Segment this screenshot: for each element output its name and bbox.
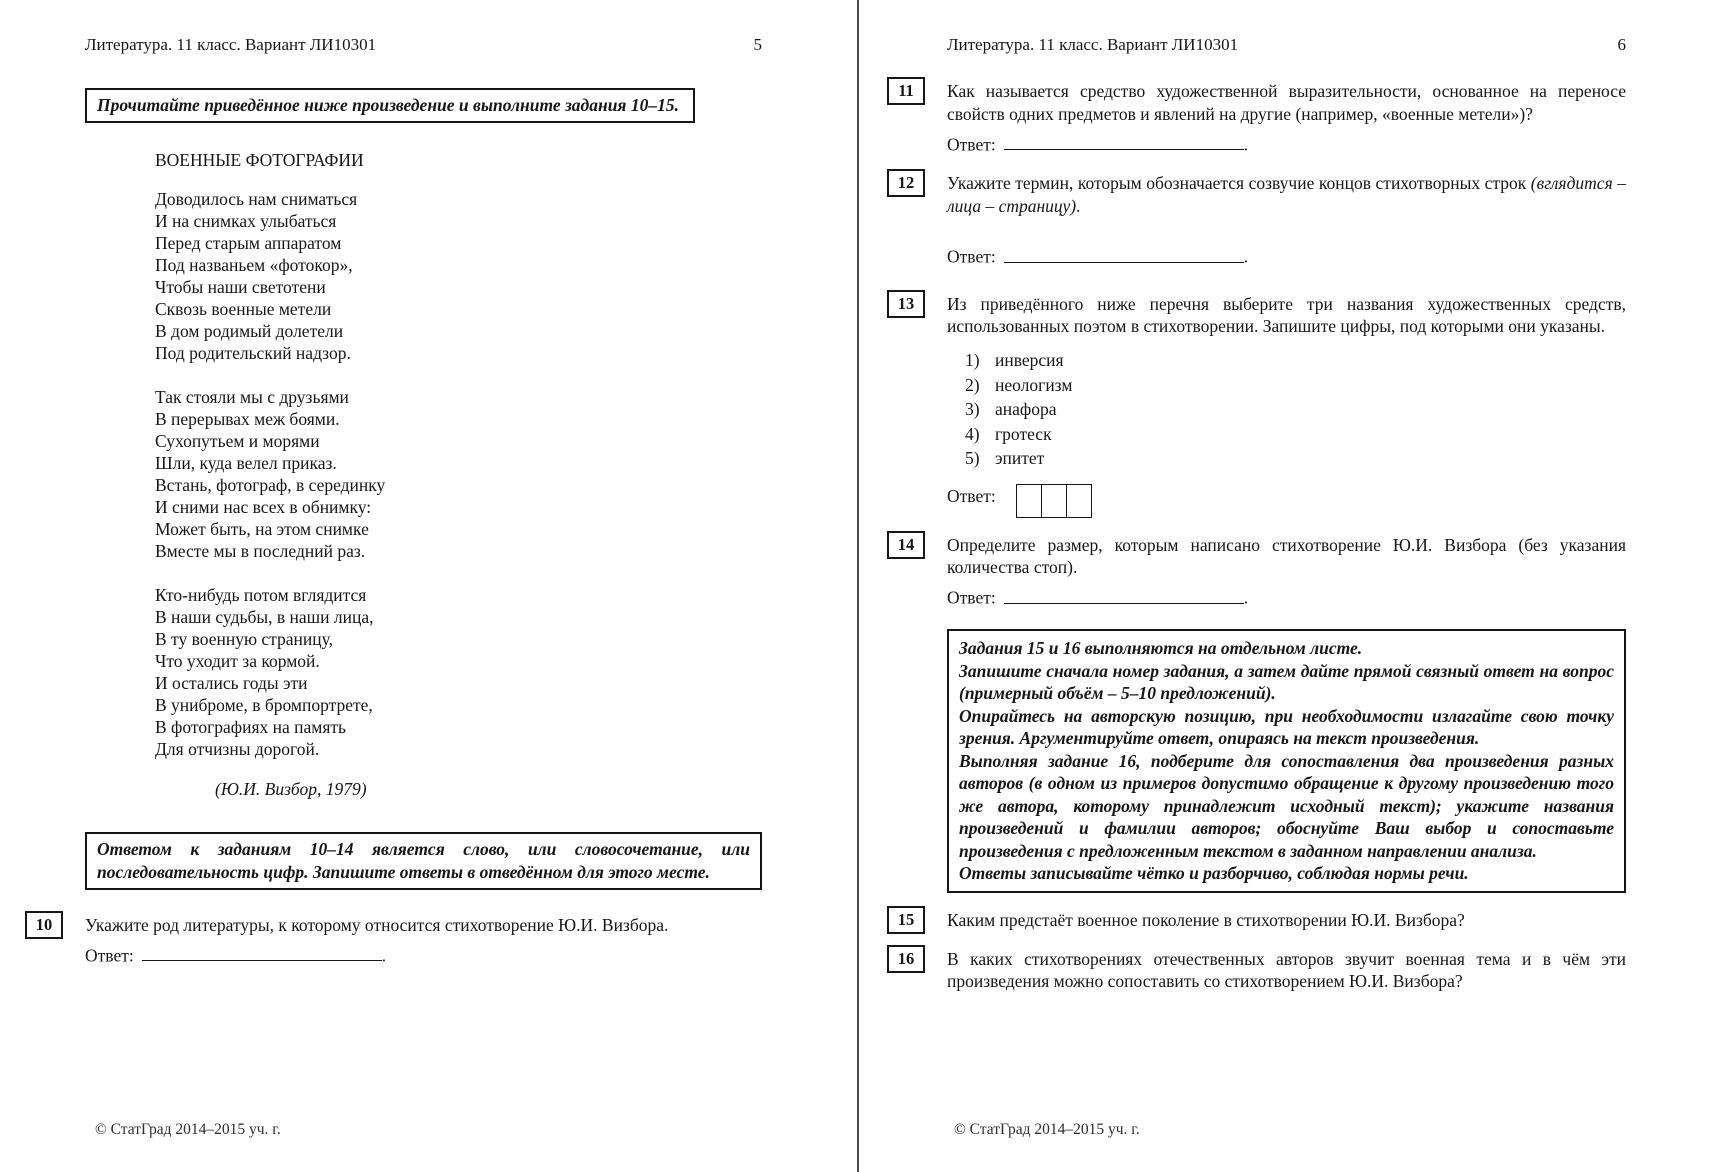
essay-instruction-line-3: Опирайтесь на авторскую позицию, при необходимости излагайте свою точку зрения. Аргументируйте ответ, опираясь на текст произведения.	[959, 705, 1614, 749]
answers-format-instruction-text: Ответом к заданиям 10–14 является слово, или словосочетание, или последовательность цифр. Запишите ответы в отведённом для этого месте.	[97, 839, 750, 883]
answer-period: .	[1243, 134, 1249, 155]
header-title: Литература. 11 класс. Вариант ЛИ10301	[947, 35, 1239, 54]
poem-line: Может быть, на этом снимке	[155, 518, 369, 539]
poem-line: Шли, куда велел приказ.	[155, 452, 337, 473]
poem-line: И остались годы эти	[155, 672, 308, 693]
poem-line: Встань, фотограф, в серединку	[155, 474, 386, 495]
question-16-number-box: 16	[887, 945, 925, 973]
essay-instruction-line-5: Ответы записывайте чётко и разборчиво, соблюдая нормы речи.	[959, 863, 1469, 884]
header-title: Литература. 11 класс. Вариант ЛИ10301	[85, 35, 377, 54]
essay-instruction-line-4: Выполняя задание 16, подберите для сопоставления два произведения разных авторов (в одном из примеров допустимо обращение к другому произведению того же автора, которому принадлежит исходный текст); укажите названия произведений и фамилии авторов; обоснуйте Ваш выбор и сопоставьте произведения с предложенным текстом в заданном направлении анализа.	[959, 750, 1614, 861]
poem-line: Сквозь военные метели	[155, 298, 332, 319]
answer-cell-2[interactable]	[1041, 484, 1067, 518]
option-label: неологизм	[995, 374, 1073, 395]
poem-line: В униброме, в бромпортрете,	[155, 694, 373, 715]
answer-cell-1[interactable]	[1016, 484, 1042, 518]
question-13-text: Из приведённого ниже перечня выберите три названия художественных средств, использованных поэтом в стихотворении. Запишите цифры, под которыми они указаны.	[947, 293, 1626, 337]
question-13-answer-cells	[1018, 484, 1092, 518]
poem-stanza-2	[155, 386, 762, 562]
poem-line: В перерывах меж боями.	[155, 408, 340, 429]
poem-title: ВОЕННЫЕ ФОТОГРАФИИ	[155, 149, 364, 170]
read-poem-instruction-box	[85, 88, 695, 123]
poem-line: Чтобы наши светотени	[155, 276, 326, 297]
page-5-footer: © СтатГрад 2014–2015 уч. г.	[95, 1120, 281, 1138]
poem-line: Так стояли мы с друзьями	[155, 386, 349, 407]
option-label: гротеск	[995, 423, 1052, 444]
question-14-number-box: 14	[887, 531, 925, 559]
question-16-text: В каких стихотворениях отечественных авторов звучит военная тема и в чём эти произведения можно сопоставить со стихотворением Ю.И. Визбора?	[947, 948, 1626, 992]
poem-line: И сними нас всех в обнимку:	[155, 496, 372, 517]
question-15	[897, 909, 1626, 932]
question-10-answer-blank[interactable]	[142, 944, 382, 962]
option-number: 1)	[965, 350, 980, 371]
question-14-text: Определите размер, которым написано стихотворение Ю.И. Визбора (без указания количества стоп).	[947, 534, 1626, 578]
option-number: 2)	[965, 374, 980, 395]
question-13-option	[965, 446, 1626, 471]
poem-line: Под названьем «фотокор»,	[155, 254, 353, 275]
question-12	[897, 172, 1626, 269]
question-13-answer-row	[947, 478, 1626, 518]
poem-line: И на снимках улыбаться	[155, 210, 337, 231]
answer-period: .	[1243, 587, 1249, 608]
question-13-number-box: 13	[887, 290, 925, 318]
page-5-header	[85, 34, 762, 56]
option-label: эпитет	[995, 448, 1045, 469]
poem-line: Под родительский надзор.	[155, 342, 351, 363]
poem	[85, 188, 762, 760]
answer-label: Ответ:	[85, 945, 134, 966]
question-12-text-main: Укажите термин, которым обозначается созвучие концов стихотворных строк	[947, 172, 1531, 193]
option-label: инверсия	[995, 350, 1064, 371]
option-number: 4)	[965, 423, 980, 444]
answer-period: .	[381, 945, 387, 966]
poem-line: В наши судьбы, в наши лица,	[155, 606, 374, 627]
question-13-option	[965, 348, 1626, 373]
option-label: анафора	[995, 399, 1057, 420]
page-number: 5	[753, 35, 762, 54]
question-12-answer-row	[947, 245, 1626, 268]
question-11	[898, 80, 1626, 156]
answer-period: .	[1243, 246, 1249, 267]
question-16	[897, 948, 1626, 994]
answer-label: Ответ:	[947, 485, 996, 506]
question-10	[35, 914, 762, 967]
page-6-header	[947, 34, 1626, 56]
question-14-answer-row	[947, 586, 1626, 609]
essay-tasks-instruction-box	[947, 629, 1626, 893]
poem-line: Кто-нибудь потом вглядится	[155, 584, 367, 605]
question-13-options	[965, 348, 1626, 471]
question-11-answer-blank[interactable]	[1004, 133, 1244, 151]
answers-format-instruction-box	[85, 832, 762, 890]
question-12-text-example: (вглядится – лица – страницу)	[947, 172, 1626, 216]
page-number: 6	[1617, 35, 1626, 54]
question-10-answer-row	[85, 944, 762, 967]
question-12-number-box: 12	[887, 169, 925, 197]
question-13-option	[965, 422, 1626, 447]
question-13	[897, 293, 1626, 518]
poem-line: Вместе мы в последний раз.	[155, 540, 366, 561]
page-6-content	[859, 0, 1714, 993]
page-6-footer: © СтатГрад 2014–2015 уч. г.	[954, 1120, 1140, 1138]
question-14-answer-blank[interactable]	[1004, 586, 1244, 604]
question-10-text: Укажите род литературы, к которому относится стихотворение Ю.И. Визбора.	[85, 914, 669, 935]
poem-line: Перед старым аппаратом	[155, 232, 342, 253]
question-13-option	[965, 373, 1626, 398]
answer-label: Ответ:	[947, 587, 996, 608]
poem-line: Для отчизны дорогой.	[155, 738, 320, 759]
page-5-content	[0, 0, 857, 967]
essay-instruction-line-1: Задания 15 и 16 выполняются на отдельном листе.	[959, 638, 1363, 659]
poem-line: В фотографиях на память	[155, 716, 347, 737]
answer-label: Ответ:	[947, 246, 996, 267]
question-11-text: Как называется средство художественной выразительности, основанное на переносе свойств одних предметов и явлений на другие (например, «военные метели»)?	[947, 81, 1626, 124]
question-13-option	[965, 397, 1626, 422]
poem-line: В ту военную страницу,	[155, 628, 334, 649]
poem-stanza-3	[155, 584, 762, 760]
read-poem-instruction-text: Прочитайте приведённое ниже произведение и выполните задания 10–15.	[97, 95, 679, 116]
question-11-number-box: 11	[887, 77, 925, 105]
question-15-number-box: 15	[887, 906, 925, 934]
option-number: 5)	[965, 448, 980, 469]
question-12-text	[947, 172, 1626, 218]
essay-instruction-line-2: Запишите сначала номер задания, а затем дайте прямой связный ответ на вопрос (примерный объём – 5–10 предложений).	[959, 660, 1614, 704]
question-14	[897, 534, 1626, 610]
poem-line: Доводилось нам сниматься	[155, 188, 358, 209]
poem-attribution: (Ю.И. Визбор, 1979)	[215, 778, 367, 799]
poem-line: Что уходит за кормой.	[155, 650, 320, 671]
question-11-answer-row	[947, 133, 1626, 156]
question-10-number-box: 10	[25, 911, 63, 939]
option-number: 3)	[965, 399, 980, 420]
poem-line: В дом родимый долетели	[155, 320, 344, 341]
page-6	[857, 0, 1714, 1172]
poem-line: Сухопутьем и морями	[155, 430, 320, 451]
answer-cell-3[interactable]	[1066, 484, 1092, 518]
question-12-text-end: .	[1076, 195, 1081, 216]
question-12-answer-blank[interactable]	[1004, 245, 1244, 263]
question-15-text: Каким предстаёт военное поколение в стихотворении Ю.И. Визбора?	[947, 909, 1465, 930]
answer-label: Ответ:	[947, 134, 996, 155]
poem-stanza-1	[155, 188, 762, 364]
